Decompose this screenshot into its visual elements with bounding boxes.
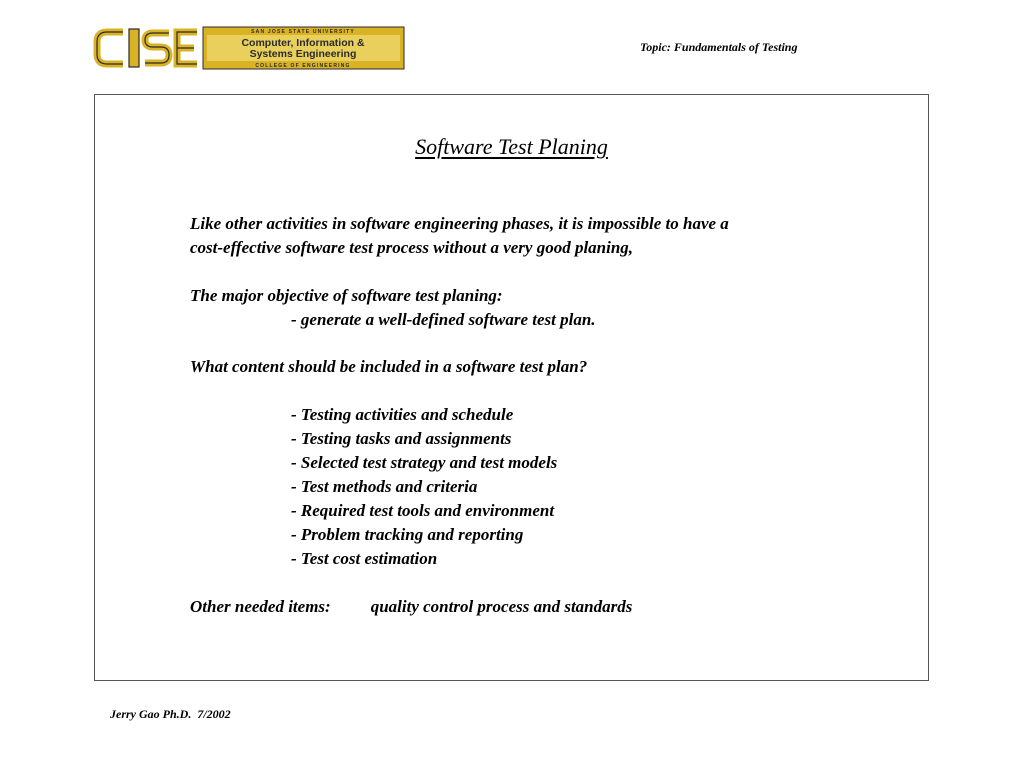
topic-header: Topic: Fundamentals of Testing bbox=[640, 40, 798, 54]
list-item: - Testing tasks and assignments bbox=[291, 429, 512, 448]
other-items-label: Other needed items: bbox=[190, 597, 331, 616]
list-item: - Testing activities and schedule bbox=[291, 405, 514, 424]
svg-text:COLLEGE OF ENGINEERING: COLLEGE OF ENGINEERING bbox=[255, 63, 351, 69]
list-item: - Selected test strategy and test models bbox=[291, 453, 558, 472]
slide-title: Software Test Planing bbox=[415, 134, 608, 159]
svg-text:Computer, Information &: Computer, Information & bbox=[241, 37, 365, 49]
cise-lettering bbox=[97, 29, 197, 67]
slide-content-box bbox=[94, 94, 929, 681]
intro-line-1: Like other activities in software engineering phases, it is impossible to have a bbox=[190, 214, 729, 233]
other-items-line bbox=[190, 595, 632, 619]
svg-text:Systems Engineering: Systems Engineering bbox=[249, 48, 357, 60]
objective-item: - generate a well-defined software test plan. bbox=[291, 310, 596, 329]
list-item: - Test methods and criteria bbox=[291, 477, 478, 496]
intro-line-2: cost-effective software test process without a very good planing, bbox=[190, 238, 634, 257]
svg-text:SAN JOSE STATE UNIVERSITY: SAN JOSE STATE UNIVERSITY bbox=[251, 29, 355, 35]
list-item: - Required test tools and environment bbox=[291, 501, 555, 520]
footer-author-date: Jerry Gao Ph.D. 7/2002 bbox=[110, 707, 231, 721]
objective-heading: The major objective of software test planing: bbox=[190, 286, 503, 305]
content-question: What content should be included in a software test plan? bbox=[190, 357, 588, 376]
list-item: - Test cost estimation bbox=[291, 549, 438, 568]
list-item: - Problem tracking and reporting bbox=[291, 525, 524, 544]
other-items-value: quality control process and standards bbox=[370, 597, 633, 616]
cise-logo bbox=[93, 26, 405, 70]
